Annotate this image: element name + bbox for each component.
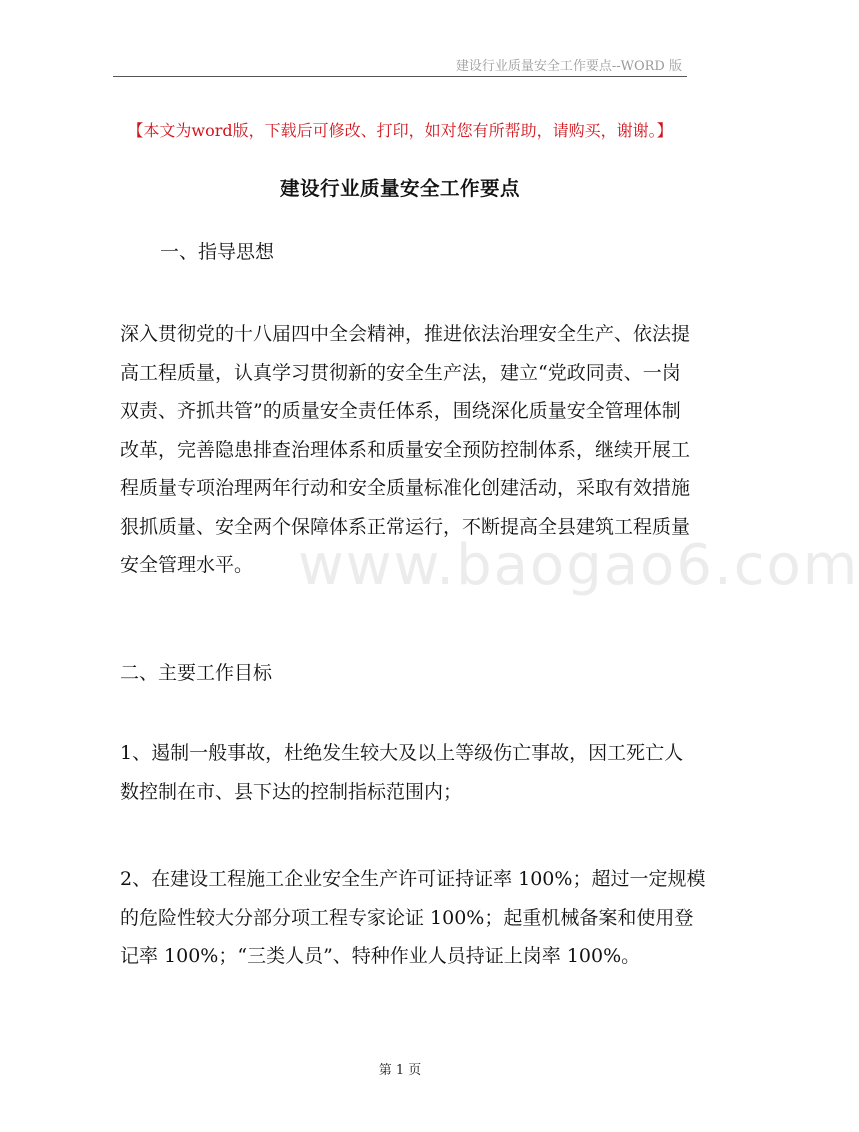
- paragraph-line: 狠抓质量、安全两个保障体系正常运行，不断提高全县建筑工程质量: [120, 515, 691, 538]
- paragraph-line: 程质量专项治理两年行动和安全质量标准化创建活动，采取有效措施: [120, 477, 691, 499]
- goal-item-2: [120, 860, 706, 976]
- section-heading-guiding-ideology: 一、指导思想: [160, 241, 275, 263]
- purchase-notice: 【本文为word版，下载后可修改、打印，如对您有所帮助，请购买，谢谢。】: [127, 121, 673, 140]
- paragraph-line: 双责、齐抓共管”的质量安全责任体系，围绕深化质量安全管理体制: [120, 400, 681, 422]
- page-header: 建设行业质量安全工作要点--WORD 版: [455, 59, 682, 74]
- document-title: 建设行业质量安全工作要点: [279, 177, 520, 200]
- paragraph-line: 2、在建设工程施工企业安全生产许可证持证率 100%；超过一定规模: [120, 868, 706, 890]
- page-number: 第 1 页: [378, 1063, 422, 1078]
- paragraph-line: 数控制在市、县下达的控制指标范围内；: [120, 780, 463, 803]
- header-divider: [113, 76, 687, 77]
- paragraph-line: 深入贯彻党的十八届四中全会精神，推进依法治理安全生产、依法提: [120, 323, 691, 345]
- section-heading-main-goals: 二、主要工作目标: [120, 662, 273, 684]
- paragraph-line: 记率 100%；“三类人员”、特种作业人员持证上岗率 100%。: [120, 945, 641, 967]
- paragraph-line: 安全管理水平。: [120, 554, 254, 576]
- goal-item-1: [120, 734, 682, 811]
- paragraph-line: 高工程质量，认真学习贯彻新的安全生产法，建立“党政同责、一岗: [120, 361, 681, 384]
- paragraph-line: 的危险性较大分部分项工程专家论证 100%；起重机械备案和使用登: [120, 906, 694, 929]
- paragraph-line: 改革，完善隐患排查治理体系和质量安全预防控制体系，继续开展工: [120, 438, 691, 461]
- watermark: www.baogao6.com: [298, 533, 859, 598]
- paragraph-line: 1、遏制一般事故，杜绝发生较大及以上等级伤亡事故，因工死亡人: [120, 742, 684, 764]
